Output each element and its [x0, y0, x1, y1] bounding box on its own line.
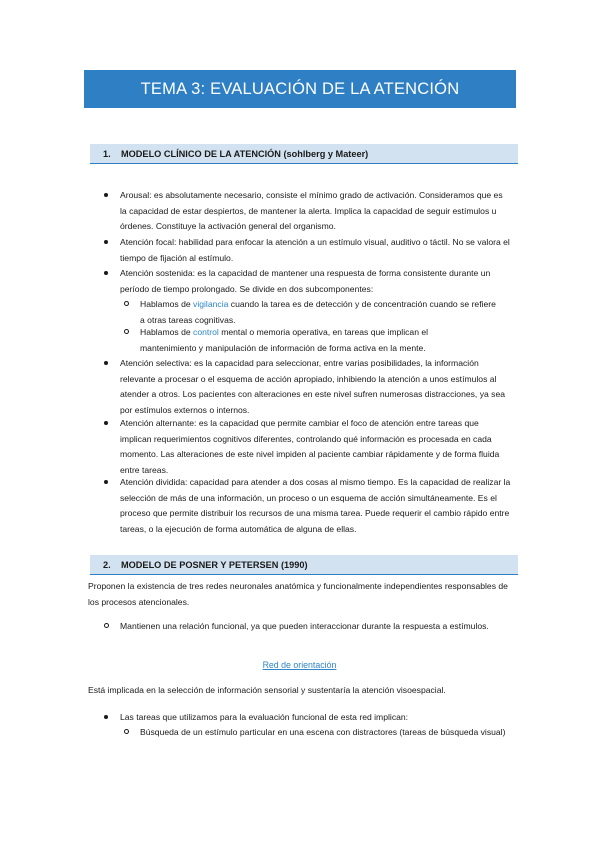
- sub-bullet-icon: [122, 325, 130, 341]
- bullet-icon: [102, 356, 110, 372]
- bullet-icon: [102, 235, 110, 251]
- section-2-paragraph: Está implicada en la selección de información sensorial y sustentaría la atención visoespacial.: [88, 685, 446, 695]
- highlight-vigilancia: vigilancia: [193, 299, 229, 309]
- section-2-heading: [90, 555, 518, 575]
- sub-bullet-icon: [122, 297, 130, 313]
- sub-item-control: Hablamos de control mental o memoria operativa, en tareas que implican el mantenimiento y manipulación de información de forma activa en la mente.: [140, 325, 480, 356]
- list-item-atencion-focal: Atención focal: habilidad para enfocar la atención a un estímulo visual, auditivo o táctil. No se valora el tiempo de fijación al estímulo.: [120, 235, 512, 266]
- list-item-atencion-dividida: Atención dividida: capacidad para atender a dos cosas al mismo tiempo. Es la capacidad de realizar la selección de más de una información, un proceso o un esquema de acción simultáneamente. Es el proceso que permite distribuir los recursos de una misma tarea. Puede requerir el cambio rápido entre tareas, o la ejecución de forma automática de alguna de ellas.: [120, 475, 514, 537]
- bullet-icon: [102, 266, 110, 282]
- section-2-intro: Proponen la existencia de tres redes neuronales anatómica y funcionalmente independientes responsables de los procesos atencionales.: [88, 581, 508, 607]
- highlight-control: control: [193, 327, 219, 337]
- red-orientacion-link[interactable]: Red de orientación: [262, 660, 337, 670]
- section-2-title: MODELO DE POSNER Y PETERSEN (1990): [121, 559, 308, 570]
- bullet-icon: [102, 416, 110, 432]
- list-item-tareas: Las tareas que utilizamos para la evaluación funcional de esta red implican:: [120, 710, 510, 726]
- section-1-heading: [90, 144, 518, 164]
- bullet-icon: [102, 188, 110, 204]
- sub-bullet-icon: [102, 619, 110, 635]
- list-item-arousal: Arousal: es absolutamente necesario, consiste el mínimo grado de activación. Consideramos que es la capacidad de estar despiertos, de mantener la alerta. Implica la capacidad de seguir estímulos u órdenes. Constituye la activación general del organismo.: [120, 188, 510, 235]
- list-item-atencion-selectiva: Atención selectiva: es la capacidad para seleccionar, entre varias posibilidades, la información relevante a procesar o el esquema de acción apropiado, inhibiendo la atención a unos estímulos al atender a otros. Los pacientes con alteraciones en este nivel sufren numerosas distracciones, ya sea por estímulos externos o internos.: [120, 356, 512, 418]
- section-1-number: 1.: [103, 148, 111, 159]
- list-item-atencion-alternante: Atención alternante: es la capacidad que permite cambiar el foco de atención entre tareas que implican requerimientos cognitivos diferentes, controlando qué información es procesada en cada momento. Las alteraciones de este nivel impiden al paciente cambiar rápidamente y de forma fluida entre tareas.: [120, 416, 512, 478]
- sub-item-relacion-funcional: Mantienen una relación funcional, ya que pueden interaccionar durante la respuesta a estímulos.: [120, 619, 500, 635]
- sub-bullet-icon: [122, 725, 130, 741]
- sub-item-busqueda: Búsqueda de un estímulo particular en una escena con distractores (tareas de búsqueda visual): [140, 725, 510, 741]
- section-1-title: MODELO CLÍNICO DE LA ATENCIÓN (sohlberg y Mateer): [121, 148, 369, 159]
- page-title: TEMA 3: EVALUACIÓN DE LA ATENCIÓN: [84, 70, 516, 108]
- sub-item-vigilancia: Hablamos de vigilancia cuando la tarea es de detección y de concentración cuando se refiere a otras tareas cognitivas.: [140, 297, 498, 328]
- bullet-icon: [102, 475, 110, 491]
- section-2-number: 2.: [103, 559, 111, 570]
- bullet-icon: [102, 710, 110, 726]
- list-item-atencion-sostenida: Atención sostenida: es la capacidad de mantener una respuesta de forma consistente durante un período de tiempo prolongado. Se divide en dos subcomponentes:: [120, 266, 512, 297]
